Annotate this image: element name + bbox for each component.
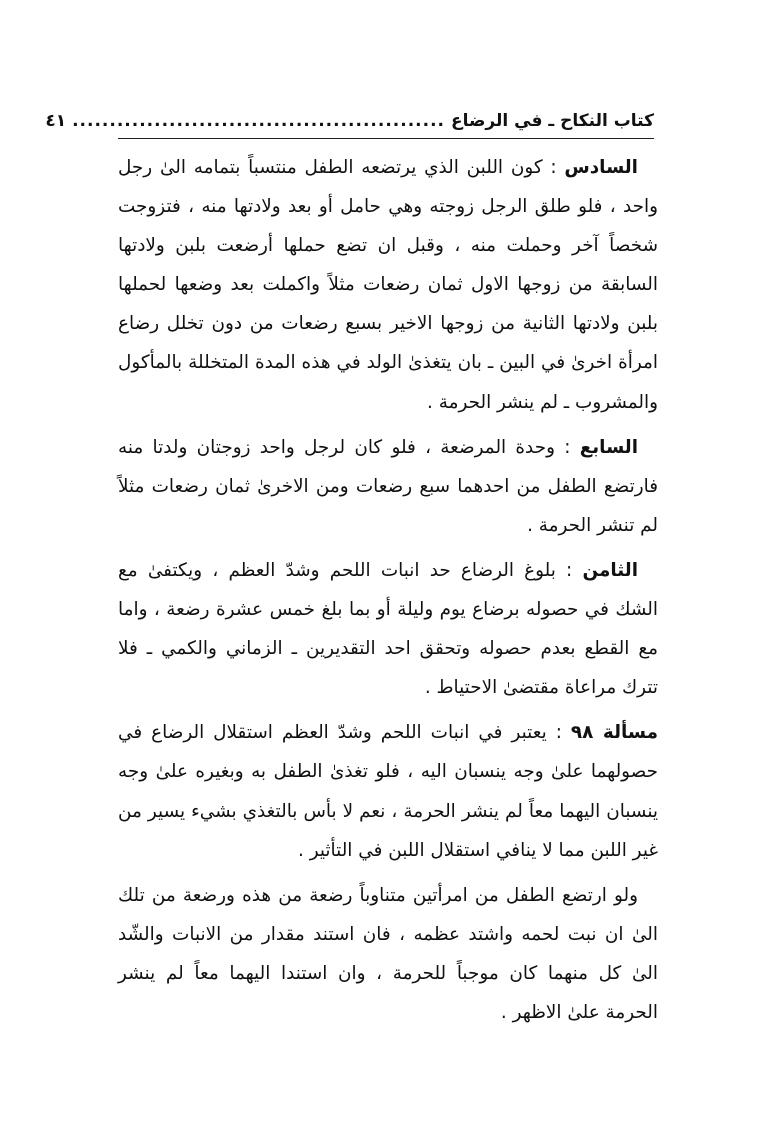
- paragraph-seventh: [118, 428, 658, 545]
- paragraph-sixth: [118, 148, 658, 422]
- paragraph-text: : وحدة المرضعة ، فلو كان لرجل واحد زوجتان ولدتا منه فارتضع الطفل من احدهما سبع رضعات ومن الاخرىٰ ثمان رضعات مثلاً لم تنشر الحرمة .: [118, 436, 658, 536]
- page-number: ٤١: [45, 111, 67, 131]
- header-leader-dots: ..................................................: [72, 111, 445, 131]
- running-header: [45, 104, 654, 139]
- paragraph-lead: السادس: [564, 157, 638, 178]
- paragraph-text: : يعتبر في انبات اللحم وشدّ العظم استقلال الرضاع في حصولهما علىٰ وجه ينسبان اليه ، فلو تغذىٰ الطفل به وبغيره علىٰ وجه ينسبان اليهما معاً لم ينشر الحرمة ، نعم لا بأس بالتغذي بشيء يسير من غير اللبن مما لا ينافي استقلال اللبن في التأثير .: [118, 722, 658, 861]
- paragraph-lead: السابع: [579, 436, 638, 458]
- paragraph-lead: مسألة ٩٨: [570, 722, 658, 744]
- paragraph-alternating-nursing: [118, 876, 658, 1032]
- paragraph-text: : كون اللبن الذي يرتضعه الطفل منتسباً بتمامه الىٰ رجل واحد ، فلو طلق الرجل زوجته وهي حامل أو بعد ولادتها منه ، فتزوجت شخصاً آخر وحملت منه ، وقبل ان تضع حملها أرضعت بلبن ولادتها السابقة من زوجها الاول ثمان رضعات مثلاً واكملت بعد وضعها لحملها بلبن ولادتها الثانية من زوجها الاخير بسبع رضعات من دون تخلل رضاع امرأة اخرىٰ في البين ـ بان يتغذىٰ الولد في هذه المدة المتخللة بالمأكول والمشروب ـ لم ينشر الحرمة .: [118, 157, 658, 413]
- header-title: كتاب النكاح ـ في الرضاع: [451, 111, 654, 131]
- paragraph-text: : بلوغ الرضاع حد انبات اللحم وشدّ العظم ، ويكتفىٰ مع الشك في حصوله برضاع يوم وليلة أو بما بلغ خمس عشرة رضعة ، واما مع القطع بعدم حصوله وتحقق احد التقديرين ـ الزماني والكمي ـ فلا تترك مراعاة مقتضىٰ الاحتياط .: [118, 559, 658, 699]
- paragraph-eighth: [118, 551, 658, 707]
- paragraph-lead: الثامن: [582, 559, 638, 581]
- paragraph-text: ولو ارتضع الطفل من امرأتين متناوباً رضعة من هذه ورضعة من تلك الىٰ ان نبت لحمه واشتد عظمه ، فان استند مقدار من الانبات والشّد الىٰ كل منهما كان موجباً للحرمة ، وان استندا اليهما معاً لم ينشر الحرمة علىٰ الاظهر .: [118, 884, 658, 1023]
- page-body: [118, 148, 658, 1038]
- paragraph-issue-98: [118, 713, 658, 869]
